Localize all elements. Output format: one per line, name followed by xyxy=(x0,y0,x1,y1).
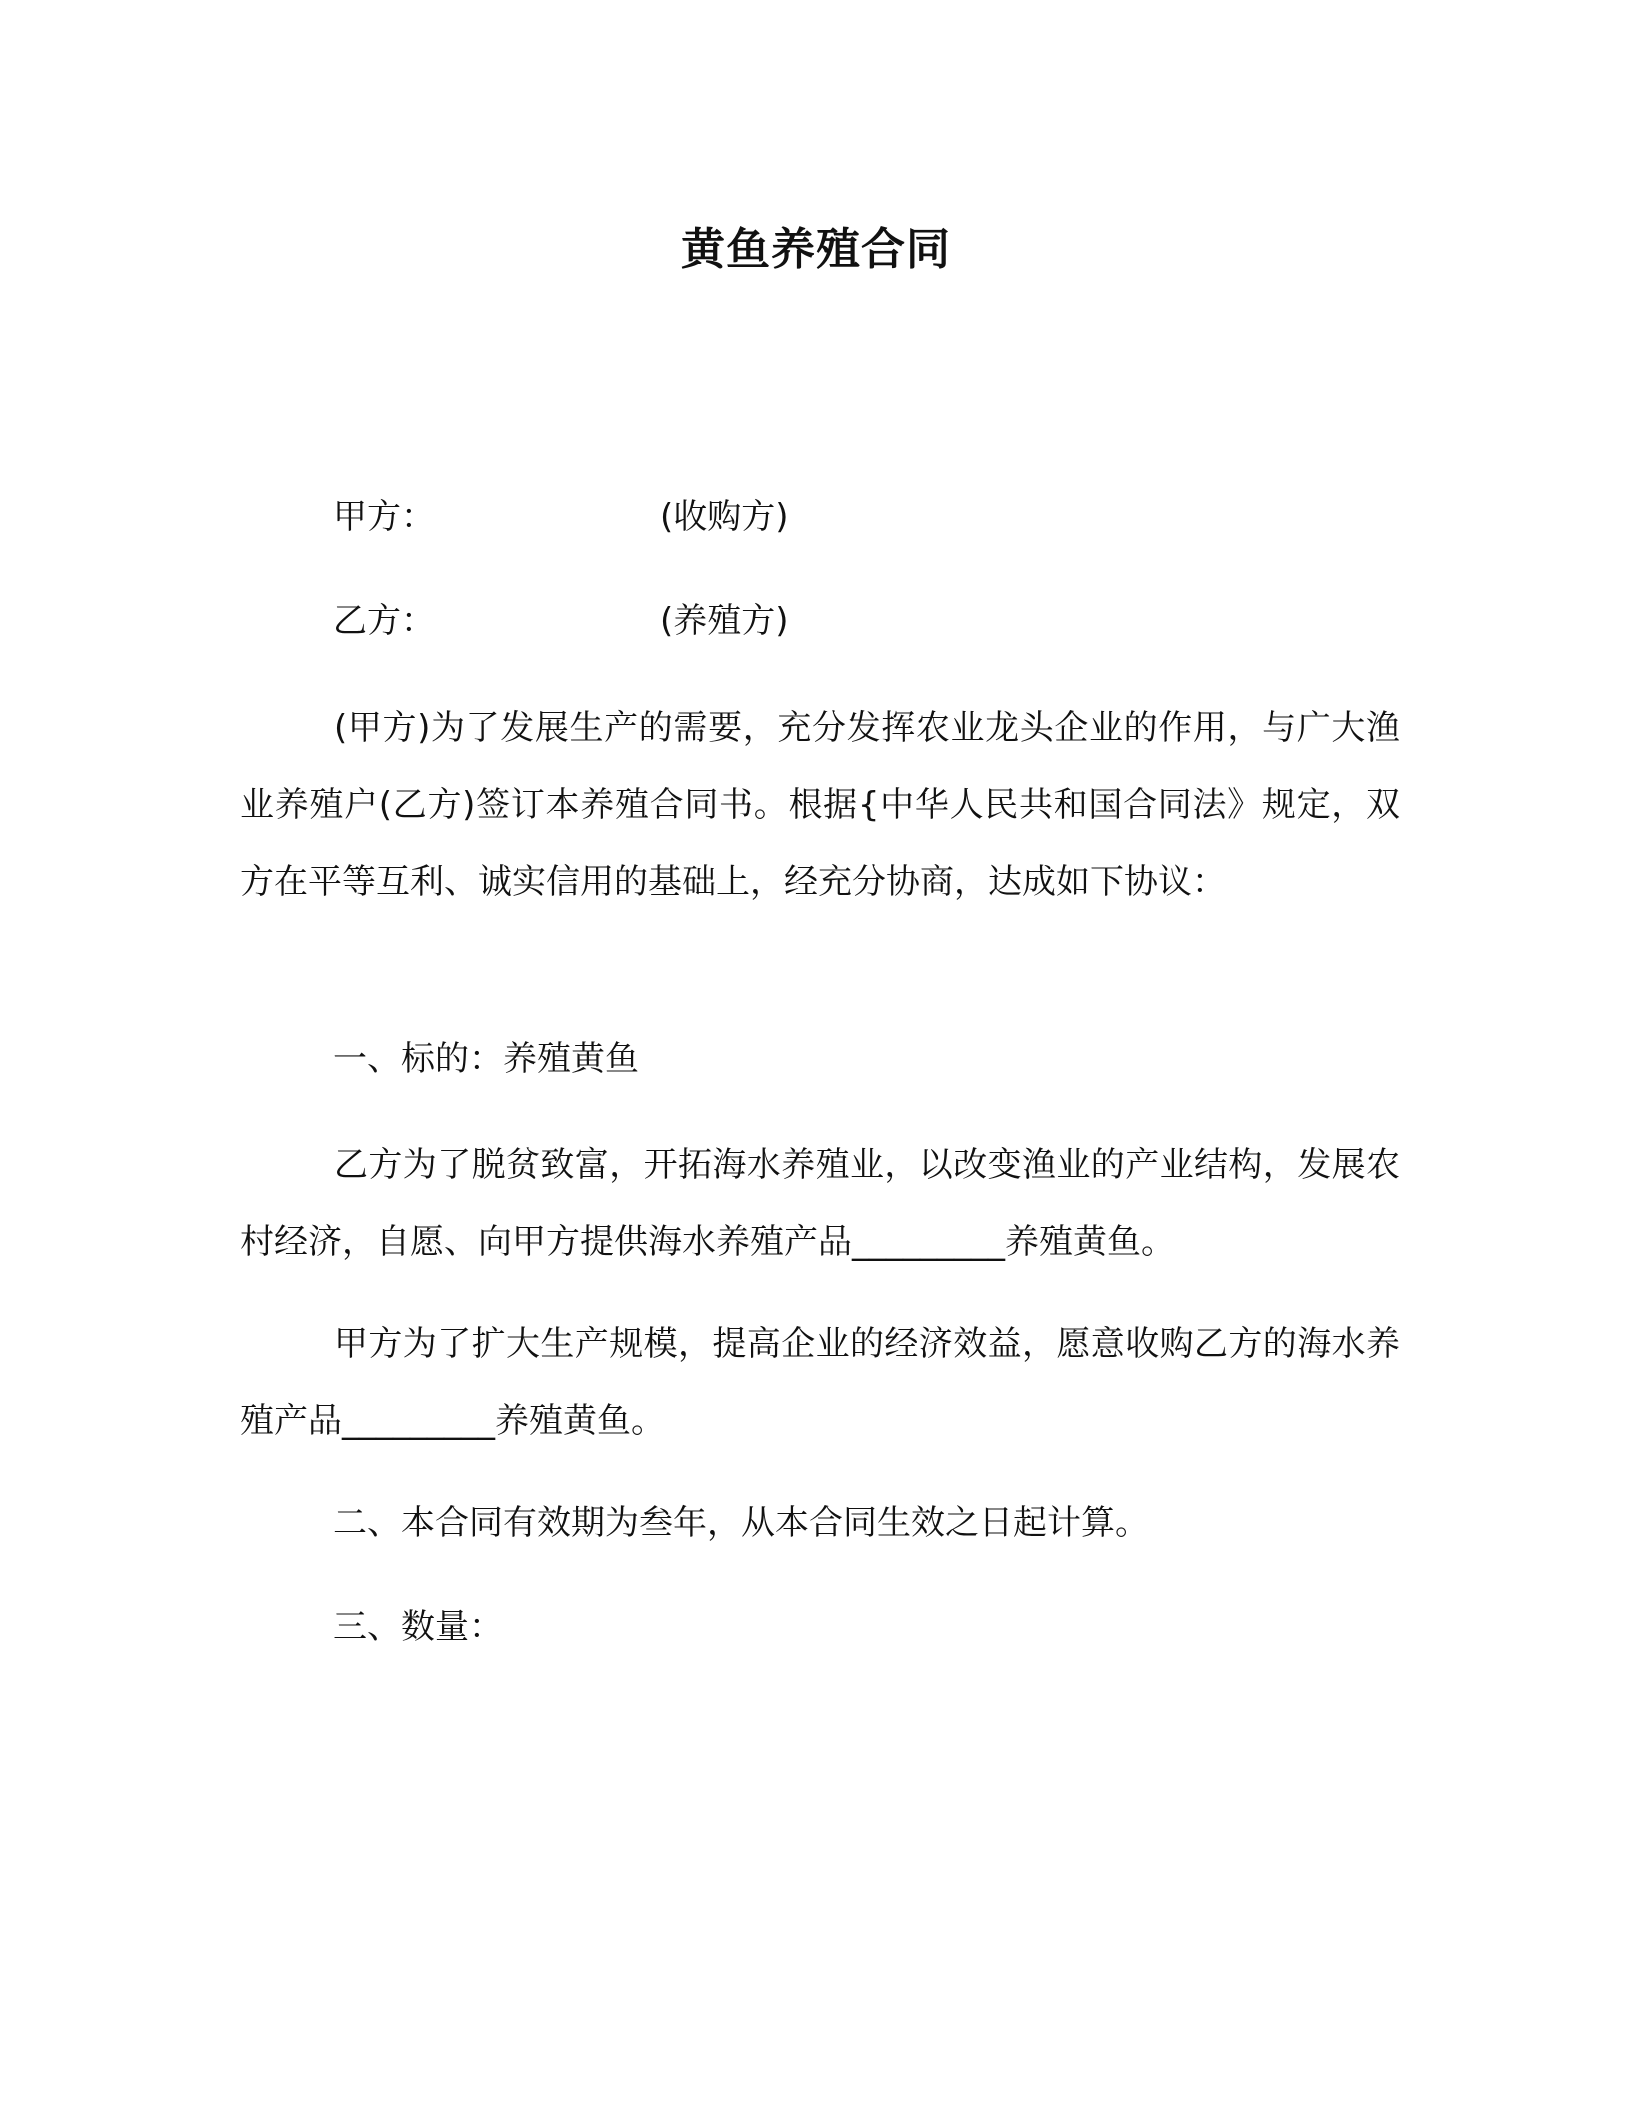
document-title: 黄鱼养殖合同 xyxy=(681,224,951,275)
party-b-label: 乙方： xyxy=(333,601,435,641)
party-a-line xyxy=(333,494,789,540)
section-1-paragraph-2: 甲方为了扩大生产规模，提高企业的经济效益，愿意收购乙方的海水养殖产品_________养殖黄鱼。 xyxy=(240,1324,1400,1441)
section-1-heading: 一、标的：养殖黄鱼 xyxy=(333,1039,639,1079)
party-b-line xyxy=(333,598,789,644)
section-1-paragraph-1: 乙方为了脱贫致富，开拓海水养殖业，以改变渔业的产业结构，发展农村经济，自愿、向甲方提供海水养殖产品_________养殖黄鱼。 xyxy=(240,1145,1400,1262)
section-2-text: 二、本合同有效期为叁年，从本合同生效之日起计算。 xyxy=(333,1503,1149,1543)
party-a-role: (收购方) xyxy=(660,497,789,537)
party-a-label: 甲方： xyxy=(333,497,435,537)
party-b-role: (养殖方) xyxy=(660,601,789,641)
section-3-heading: 三、数量： xyxy=(333,1607,503,1647)
intro-paragraph: (甲方)为了发展生产的需要，充分发挥农业龙头企业的作用，与广大渔业养殖户(乙方)签订本养殖合同书。根据{中华人民共和国合同法》规定，双方在平等互利、诚实信用的基础上，经充分协商，达成如下协议： xyxy=(240,708,1400,902)
